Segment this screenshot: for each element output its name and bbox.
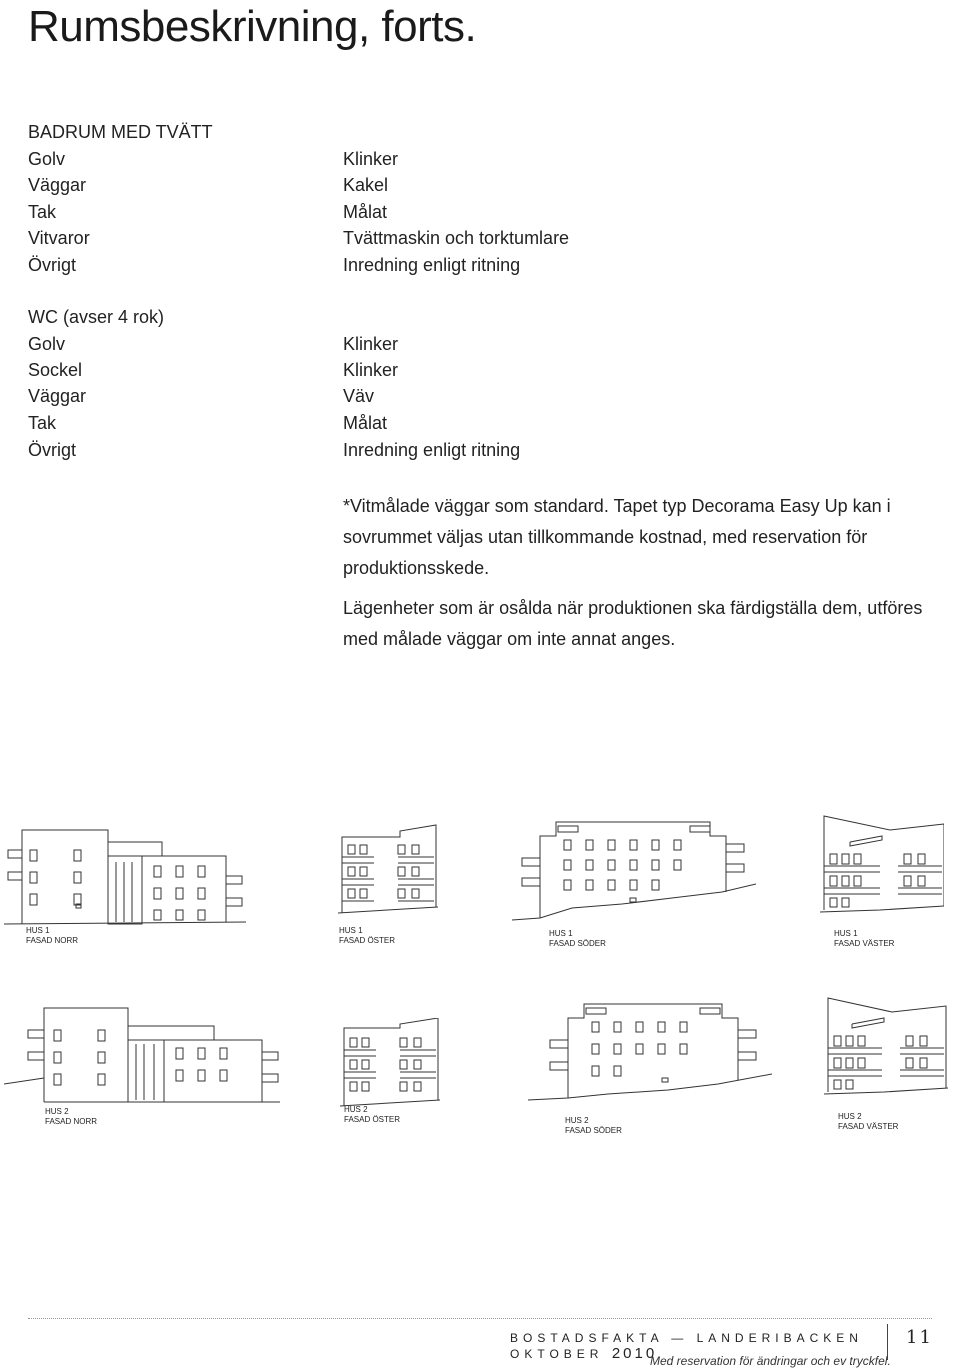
bathroom-value-vaggar: Kakel — [343, 175, 389, 195]
caption-side: FASAD VÄSTER — [834, 939, 895, 948]
bathroom-label-ovrigt: Övrigt — [28, 255, 77, 275]
footer-disclaimer: Med reservation för ändringar och ev tryckfel. — [650, 1354, 891, 1368]
caption-side: FASAD SÖDER — [565, 1126, 622, 1135]
caption-hus1-vaster — [834, 929, 894, 949]
facade-drawing-hus2-norr — [4, 1000, 280, 1104]
bathroom-label-golv: Golv — [28, 149, 66, 169]
bathroom-value-vitvaror: Tvättmaskin och torktumlare — [343, 228, 570, 248]
caption-house: HUS 1 — [549, 929, 573, 938]
wc-label-vaggar: Väggar — [28, 386, 87, 406]
unsold-apartments-note: Lägenheter som är osålda när produktionen ska färdigställa dem, utföres med målade väggar om inte annat anges. — [343, 598, 923, 649]
caption-side: FASAD VÄSTER — [838, 1122, 899, 1131]
wc-value-vaggar: Väv — [343, 386, 375, 406]
facade-drawing-hus1-vaster — [820, 814, 944, 914]
bathroom-value-tak: Målat — [343, 202, 388, 222]
caption-hus1-oster — [339, 926, 395, 946]
bathroom-label-tak: Tak — [28, 202, 57, 222]
wc-heading: WC (avser 4 rok) — [28, 307, 165, 327]
wallpaper-note: *Vitmålade väggar som standard. Tapet typ Decorama Easy Up kan i sovrummet väljas utan tillkommande kostnad, med reservation för produktionsskede. — [343, 496, 891, 578]
wc-value-ovrigt: Inredning enligt ritning — [343, 440, 521, 460]
page-title: Rumsbeskrivning, forts. — [28, 2, 477, 51]
caption-house: HUS 1 — [26, 926, 50, 935]
wc-value-tak: Målat — [343, 413, 388, 433]
bathroom-label-vaggar: Väggar — [28, 175, 87, 195]
bathroom-value-golv: Klinker — [343, 149, 399, 169]
caption-house: HUS 2 — [344, 1105, 368, 1114]
page-number: 11 — [906, 1327, 933, 1348]
caption-hus2-soder — [565, 1116, 622, 1136]
footer-brand: BOSTADSFAKTA — LANDERIBACKEN OKTOBER — [510, 1331, 863, 1361]
caption-hus1-norr — [26, 926, 78, 946]
caption-side: FASAD ÖSTER — [339, 936, 396, 945]
caption-side: FASAD NORR — [45, 1117, 98, 1126]
caption-side: FASAD ÖSTER — [344, 1115, 401, 1124]
caption-house: HUS 1 — [834, 929, 858, 938]
caption-side: FASAD SÖDER — [549, 939, 606, 948]
bathroom-heading: BADRUM MED TVÄTT — [28, 122, 213, 142]
footer-year: 2010 — [611, 1345, 658, 1362]
wc-label-ovrigt: Övrigt — [28, 440, 77, 460]
facade-drawing-hus2-oster — [340, 1018, 440, 1108]
bathroom-value-ovrigt: Inredning enligt ritning — [343, 255, 521, 275]
wc-label-sockel: Sockel — [28, 360, 83, 380]
facade-drawing-hus1-oster — [338, 823, 438, 915]
caption-house: HUS 1 — [339, 926, 363, 935]
bathroom-label-vitvaror: Vitvaror — [28, 228, 90, 248]
wc-label-tak: Tak — [28, 413, 57, 433]
facade-drawing-hus1-norr — [4, 822, 246, 926]
wc-value-sockel: Klinker — [343, 360, 399, 380]
facade-drawing-hus2-vaster — [824, 996, 948, 1096]
wc-value-golv: Klinker — [343, 334, 399, 354]
wc-label-golv: Golv — [28, 334, 66, 354]
caption-hus2-norr — [45, 1107, 97, 1127]
caption-hus1-soder — [549, 929, 606, 949]
caption-house: HUS 2 — [838, 1112, 862, 1121]
caption-house: HUS 2 — [565, 1116, 589, 1125]
facade-drawing-hus1-soder — [512, 818, 756, 922]
facade-drawing-hus2-soder — [528, 1000, 772, 1104]
footer-divider — [28, 1318, 932, 1319]
caption-hus2-oster — [344, 1105, 400, 1125]
caption-house: HUS 2 — [45, 1107, 69, 1116]
caption-side: FASAD NORR — [26, 936, 79, 945]
caption-hus2-vaster — [838, 1112, 898, 1132]
